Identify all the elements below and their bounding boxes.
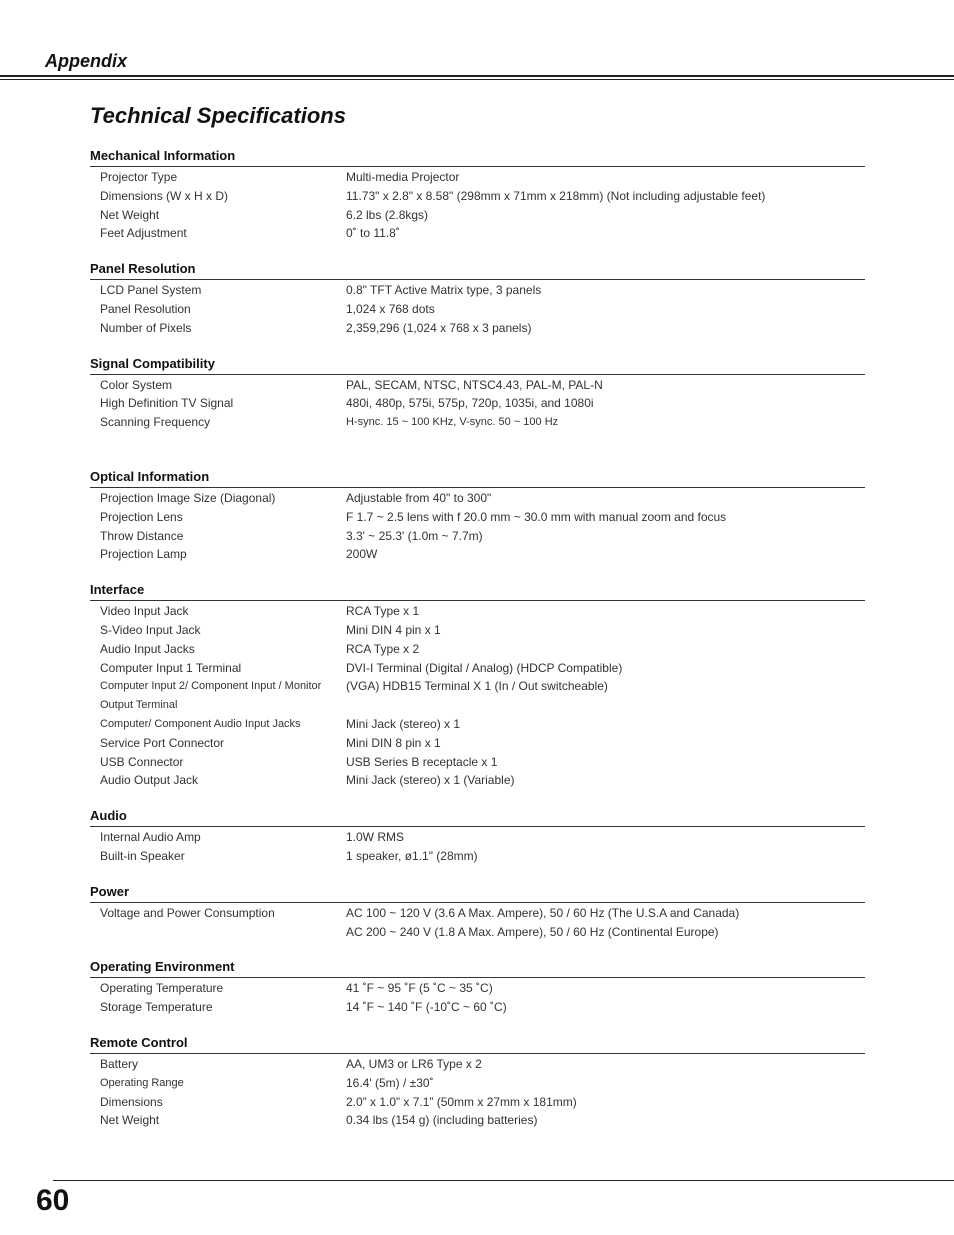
spec-row bbox=[90, 621, 865, 640]
spec-label: LCD Panel System bbox=[100, 283, 202, 298]
spec-value: H-sync. 15 ~ 100 KHz, V-sync. 50 ~ 100 Hz bbox=[346, 416, 559, 429]
spec-row bbox=[90, 206, 865, 225]
section-title: Signal Compatibility bbox=[90, 355, 865, 375]
spec-label: Projection Lens bbox=[100, 509, 183, 524]
spec-value: 14 ˚F ~ 140 ˚F (-10˚C ~ 60 ˚C) bbox=[346, 1000, 507, 1015]
spec-value: 2,359,296 (1,024 x 768 x 3 panels) bbox=[346, 320, 532, 335]
spec-row bbox=[90, 771, 865, 790]
spec-label: Color System bbox=[100, 377, 173, 392]
spec-value: Mini DIN 8 pin x 1 bbox=[346, 735, 441, 750]
spec-row bbox=[90, 319, 865, 338]
section-power bbox=[90, 883, 865, 942]
spec-label: Computer Input 2/ Component Input / Monitor bbox=[100, 680, 322, 693]
spec-label: Audio Input Jacks bbox=[100, 641, 195, 656]
section-remote-control bbox=[90, 1034, 865, 1130]
spec-value: RCA Type x 1 bbox=[346, 604, 420, 619]
spec-label: Net Weight bbox=[100, 207, 160, 222]
spec-value: 1,024 x 768 dots bbox=[346, 301, 435, 316]
spec-label: Projection Lamp bbox=[100, 547, 187, 562]
spec-value: 1 speaker, ø1.1" (28mm) bbox=[346, 848, 478, 863]
spec-row bbox=[90, 677, 865, 696]
spec-value: AC 100 ~ 120 V (3.6 A Max. Ampere), 50 / 60 Hz (The U.S.A and Canada) bbox=[346, 905, 740, 920]
section-audio bbox=[90, 807, 865, 866]
spec-label: Video Input Jack bbox=[100, 604, 189, 619]
section-panel-resolution bbox=[90, 260, 865, 337]
spec-value: RCA Type x 2 bbox=[346, 641, 420, 656]
spec-label: High Definition TV Signal bbox=[100, 396, 234, 411]
header-rule bbox=[0, 75, 954, 77]
section-title: Power bbox=[90, 883, 865, 903]
spec-label: Scanning Frequency bbox=[100, 415, 211, 430]
spec-row bbox=[90, 545, 865, 564]
spec-label: S-Video Input Jack bbox=[100, 622, 201, 637]
appendix-header: Appendix bbox=[45, 51, 128, 71]
spec-label: Computer/ Component Audio Input Jacks bbox=[100, 717, 301, 730]
spec-value: 0.34 lbs (154 g) (including batteries) bbox=[346, 1113, 538, 1128]
spec-value: 16.4' (5m) / ±30˚ bbox=[346, 1075, 434, 1090]
spec-label: Output Terminal bbox=[100, 699, 178, 712]
page-title: Technical Specifications bbox=[90, 103, 346, 128]
section-title: Remote Control bbox=[90, 1034, 865, 1054]
spec-label: Dimensions bbox=[100, 1094, 163, 1109]
spec-value: 480i, 480p, 575i, 575p, 720p, 1035i, and 1080i bbox=[346, 396, 594, 411]
section-signal-compatibility bbox=[90, 355, 865, 432]
spec-row bbox=[90, 281, 865, 300]
spec-row bbox=[90, 187, 865, 206]
spec-value: Mini Jack (stereo) x 1 (Variable) bbox=[346, 773, 515, 788]
spec-value: 3.3' ~ 25.3' (1.0m ~ 7.7m) bbox=[346, 528, 483, 543]
spec-row bbox=[90, 527, 865, 546]
spec-row bbox=[90, 979, 865, 998]
spec-label: Throw Distance bbox=[100, 528, 184, 543]
spec-row bbox=[90, 508, 865, 527]
spec-label: Storage Temperature bbox=[100, 1000, 213, 1015]
spec-row bbox=[90, 394, 865, 413]
spec-row bbox=[90, 828, 865, 847]
spec-row bbox=[90, 602, 865, 621]
spec-value: Mini Jack (stereo) x 1 bbox=[346, 716, 461, 731]
spec-row bbox=[90, 753, 865, 772]
spec-label: Panel Resolution bbox=[100, 301, 191, 316]
section-title: Optical Information bbox=[90, 468, 865, 488]
spec-label: Computer Input 1 Terminal bbox=[100, 660, 242, 675]
spec-row bbox=[90, 659, 865, 678]
section-mechanical bbox=[90, 147, 865, 243]
spec-value: (VGA) HDB15 Terminal X 1 (In / Out switcheable) bbox=[346, 679, 608, 694]
spec-value: 0.8" TFT Active Matrix type, 3 panels bbox=[346, 283, 542, 298]
header-rule-thin bbox=[0, 79, 954, 80]
spec-value: 1.0W RMS bbox=[346, 830, 405, 845]
spec-label: Projection Image Size (Diagonal) bbox=[100, 490, 276, 505]
spec-value: 0˚ to 11.8˚ bbox=[346, 226, 400, 241]
spec-value: 2.0” x 1.0” x 7.1” (50mm x 27mm x 181mm) bbox=[346, 1094, 577, 1109]
spec-row bbox=[90, 1111, 865, 1130]
spec-value: 200W bbox=[346, 547, 378, 562]
spec-row bbox=[90, 1093, 865, 1112]
spec-row bbox=[90, 1074, 865, 1093]
section-interface bbox=[90, 581, 865, 790]
spec-value bbox=[346, 696, 865, 715]
spec-row bbox=[90, 998, 865, 1017]
spec-row bbox=[90, 734, 865, 753]
spec-label: Operating Temperature bbox=[100, 981, 224, 996]
spec-row bbox=[90, 1055, 865, 1074]
spec-value: Adjustable from 40" to 300" bbox=[346, 490, 492, 505]
spec-value: 11.73" x 2.8" x 8.58" (298mm x 71mm x 218mm) (Not including adjustable feet) bbox=[346, 188, 766, 203]
spec-label: Service Port Connector bbox=[100, 735, 225, 750]
spec-label: Operating Range bbox=[100, 1076, 184, 1089]
spec-label: Internal Audio Amp bbox=[100, 830, 201, 845]
section-title: Interface bbox=[90, 581, 865, 601]
spec-label: Feet Adjustment bbox=[100, 226, 187, 241]
spec-value: PAL, SECAM, NTSC, NTSC4.43, PAL-M, PAL-N bbox=[346, 377, 603, 392]
spec-value: 41 ˚F ~ 95 ˚F (5 ˚C ~ 35 ˚C) bbox=[346, 981, 493, 996]
spec-row bbox=[90, 640, 865, 659]
footer-rule bbox=[53, 1180, 954, 1181]
spec-row bbox=[90, 489, 865, 508]
spec-row bbox=[90, 847, 865, 866]
section-title: Operating Environment bbox=[90, 958, 865, 978]
section-title: Mechanical Information bbox=[90, 147, 865, 167]
spec-content bbox=[90, 147, 865, 1130]
spec-value: USB Series B receptacle x 1 bbox=[346, 754, 498, 769]
spec-value: AA, UM3 or LR6 Type x 2 bbox=[346, 1056, 482, 1071]
spec-value: 6.2 lbs (2.8kgs) bbox=[346, 207, 429, 222]
spec-row bbox=[90, 224, 865, 243]
spec-label bbox=[90, 923, 346, 942]
section-title: Panel Resolution bbox=[90, 260, 865, 280]
section-title: Audio bbox=[90, 807, 865, 827]
spec-label: Battery bbox=[100, 1056, 139, 1071]
spec-value: F 1.7 ~ 2.5 lens with f 20.0 mm ~ 30.0 mm with manual zoom and focus bbox=[346, 509, 727, 524]
spec-value: Multi-media Projector bbox=[346, 170, 460, 184]
spec-value: DVI-I Terminal (Digital / Analog) (HDCP Compatible) bbox=[346, 660, 623, 675]
spec-label: Audio Output Jack bbox=[100, 773, 199, 788]
spec-label: Net Weight bbox=[100, 1113, 160, 1128]
spec-label: Built-in Speaker bbox=[100, 848, 185, 863]
spec-row bbox=[90, 168, 865, 187]
spec-label: Dimensions (W x H x D) bbox=[100, 188, 229, 203]
spec-row bbox=[90, 696, 865, 715]
spec-row bbox=[90, 376, 865, 395]
spec-label: USB Connector bbox=[100, 754, 184, 769]
spec-row bbox=[90, 300, 865, 319]
spec-value: Mini DIN 4 pin x 1 bbox=[346, 622, 441, 637]
spec-row bbox=[90, 413, 865, 432]
spec-label: Voltage and Power Consumption bbox=[100, 905, 275, 920]
spec-value: AC 200 ~ 240 V (1.8 A Max. Ampere), 50 / 60 Hz (Continental Europe) bbox=[346, 924, 719, 939]
spec-label: Number of Pixels bbox=[100, 320, 192, 335]
section-operating-environment bbox=[90, 958, 865, 1017]
spec-row bbox=[90, 904, 865, 923]
section-optical-information bbox=[90, 468, 865, 564]
spec-label: Projector Type bbox=[100, 170, 178, 184]
spec-row bbox=[90, 715, 865, 734]
page-number: 60 bbox=[36, 1184, 70, 1217]
spec-row bbox=[90, 923, 865, 942]
